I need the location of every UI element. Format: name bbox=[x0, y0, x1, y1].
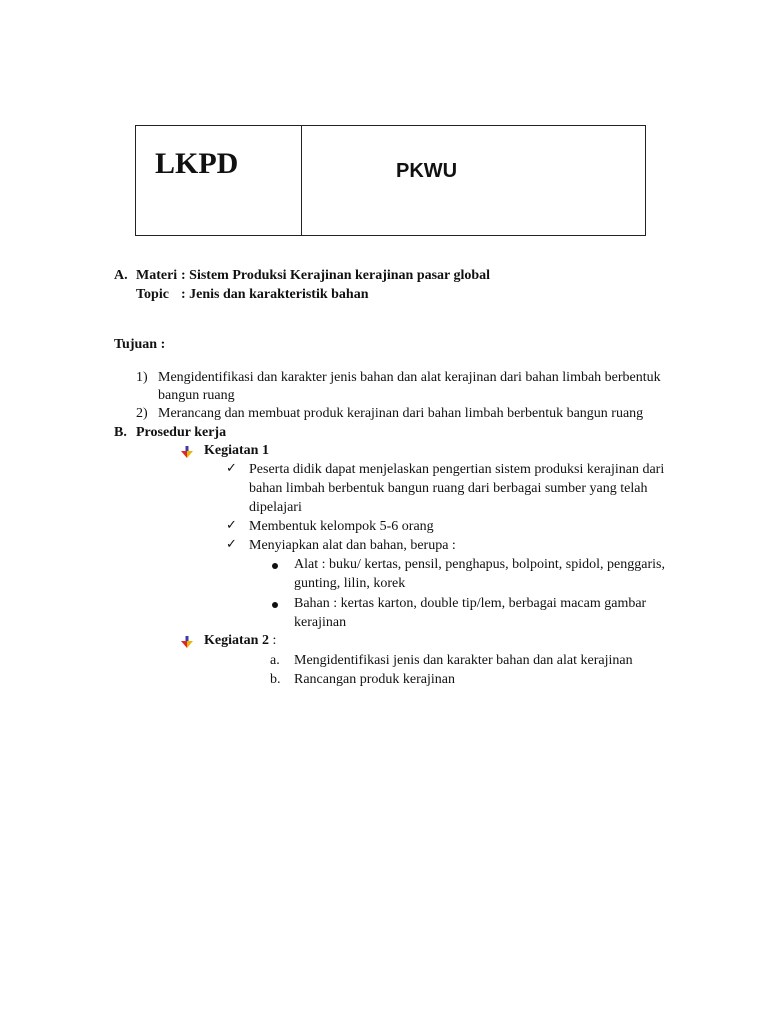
header-left-title: LKPD bbox=[155, 147, 239, 180]
kegiatan-2-item-letter: b. bbox=[270, 672, 281, 687]
tujuan-title: Tujuan : bbox=[114, 337, 166, 352]
check-item-text: bahan limbah berbentuk bangun ruang dari berbagai sumber yang telah bbox=[249, 481, 648, 496]
bullet-item-text: kerajinan bbox=[294, 615, 347, 630]
section-b-letter: B. bbox=[114, 425, 127, 440]
tujuan-item-text: Merancang dan membuat produk kerajinan dari bahan limbah berbentuk bangun ruang bbox=[158, 406, 644, 421]
header-right-title: PKWU bbox=[396, 160, 458, 182]
topic-label: Topic bbox=[136, 287, 169, 302]
tujuan-item-text: bangun ruang bbox=[158, 388, 235, 403]
check-item-text: Menyiapkan alat dan bahan, berupa : bbox=[249, 538, 456, 553]
tujuan-item-text: Mengidentifikasi dan karakter jenis bahan dan alat kerajinan dari bahan limbah berbentuk bbox=[158, 370, 661, 385]
prosedur-kerja-title: Prosedur kerja bbox=[136, 425, 227, 440]
kegiatan-2-title: Kegiatan 2 bbox=[204, 633, 269, 648]
kegiatan-2-heading bbox=[204, 633, 276, 649]
check-item-text: Peserta didik dapat menjelaskan pengertian sistem produksi kerajinan dari bbox=[249, 462, 665, 477]
tujuan-item-number: 2) bbox=[136, 406, 148, 421]
bullet-item-text: Alat : buku/ kertas, pensil, penghapus, bolpoint, spidol, penggaris, bbox=[294, 557, 665, 572]
header-table-divider bbox=[301, 125, 302, 236]
check-icon: ✓ bbox=[226, 461, 237, 476]
tujuan-item-number: 1) bbox=[136, 370, 148, 385]
kegiatan-2-item-text: Mengidentifikasi jenis dan karakter bahan dan alat kerajinan bbox=[294, 653, 633, 668]
kegiatan-2-item-text: Rancangan produk kerajinan bbox=[294, 672, 455, 687]
check-item-text: dipelajari bbox=[249, 500, 302, 515]
check-item-text: Membentuk kelompok 5-6 orang bbox=[249, 519, 434, 534]
down-arrow-icon bbox=[181, 636, 193, 648]
bullet-icon bbox=[272, 563, 278, 569]
bullet-item-text: gunting, lilin, korek bbox=[294, 576, 406, 591]
materi-value: : Sistem Produksi Kerajinan kerajinan pasar global bbox=[181, 268, 491, 283]
down-arrow-icon bbox=[181, 446, 193, 458]
bullet-item-text: Bahan : kertas karton, double tip/lem, berbagai macam gambar bbox=[294, 596, 647, 611]
kegiatan-2-item-letter: a. bbox=[270, 653, 280, 668]
check-icon: ✓ bbox=[226, 537, 237, 552]
topic-value: : Jenis dan karakteristik bahan bbox=[181, 287, 369, 302]
kegiatan-2-colon: : bbox=[268, 633, 277, 648]
bullet-icon bbox=[272, 602, 278, 608]
kegiatan-1-title: Kegiatan 1 bbox=[204, 443, 269, 458]
section-a-letter: A. bbox=[114, 268, 128, 283]
check-icon: ✓ bbox=[226, 518, 237, 533]
materi-label: Materi bbox=[136, 268, 178, 283]
